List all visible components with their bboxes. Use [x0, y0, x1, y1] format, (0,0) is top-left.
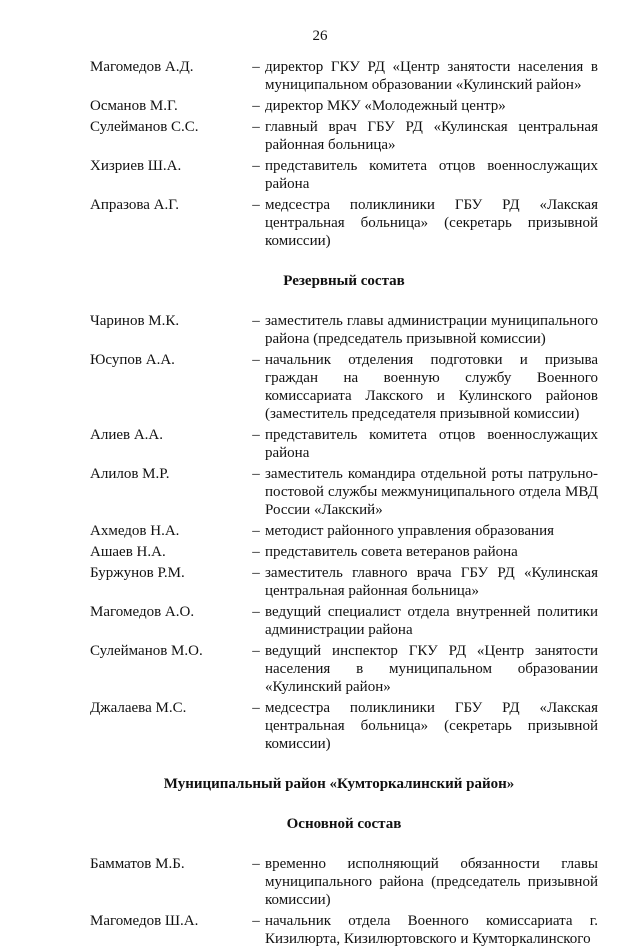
- member-name: Чаринов М.К.: [90, 313, 180, 329]
- member-row: [90, 118, 598, 154]
- member-dash: –: [252, 59, 260, 75]
- member-name: Буржунов Р.М.: [90, 565, 185, 581]
- member-row: [90, 465, 598, 519]
- member-row: [90, 351, 598, 423]
- member-role: представитель комитета отцов военнослужащих района: [265, 427, 598, 461]
- member-role: начальник отдела Военного комиссариата г. Кизилюрта, Кизилюртовского и Кумторкалинского: [265, 913, 598, 947]
- member-role: заместитель главы администрации муниципального района (председатель призывной комиссии): [265, 313, 598, 347]
- member-name: Апразова А.Г.: [90, 197, 179, 213]
- member-row: [90, 426, 598, 462]
- member-role: ведущий специалист отдела внутренней политики администрации района: [265, 604, 598, 638]
- member-dash: –: [252, 523, 260, 539]
- member-name: Юсупов А.А.: [90, 352, 175, 368]
- member-dash: –: [252, 544, 260, 560]
- member-role: заместитель командира отдельной роты патрульно-постовой службы межмуниципального отдела МВД России «Лакский»: [265, 466, 598, 518]
- member-row: [90, 912, 598, 948]
- member-dash: –: [252, 427, 260, 443]
- member-dash: –: [252, 466, 260, 482]
- member-name: Магомедов А.О.: [90, 604, 195, 620]
- member-role: главный врач ГБУ РД «Кулинская центральная районная больница»: [265, 119, 598, 153]
- member-name: Магомедов Ш.А.: [90, 913, 199, 929]
- member-row: [90, 603, 598, 639]
- member-role: представитель совета ветеранов района: [265, 544, 518, 560]
- member-name: Сулейманов С.С.: [90, 119, 199, 135]
- member-name: Ашаев Н.А.: [90, 544, 166, 560]
- member-list-kumtorkala-main: [90, 855, 598, 948]
- member-role: заместитель главного врача ГБУ РД «Кулинская центральная районная больница»: [265, 565, 598, 599]
- member-name: Ахмедов Н.А.: [90, 523, 180, 539]
- member-dash: –: [252, 700, 260, 716]
- member-dash: –: [252, 158, 260, 174]
- district-heading: Муниципальный район «Кумторкалинский район»: [163, 776, 515, 792]
- member-role: временно исполняющий обязанности главы муниципального района (председатель призывной комиссии): [265, 856, 598, 908]
- member-name: Алилов М.Р.: [90, 466, 170, 482]
- member-name: Сулейманов М.О.: [90, 643, 203, 659]
- member-dash: –: [252, 604, 260, 620]
- member-row: [90, 564, 598, 600]
- member-name: Хизриев Ш.А.: [90, 158, 182, 174]
- member-role: ведущий инспектор ГКУ РД «Центр занятости населения в муниципальном образовании «Кулинский район»: [265, 643, 598, 695]
- member-list-kulinsky-reserve: [90, 312, 598, 753]
- member-row: [90, 312, 598, 348]
- member-dash: –: [252, 565, 260, 581]
- member-row: [90, 58, 598, 94]
- page-number: 26: [312, 28, 328, 44]
- document-content: [90, 58, 598, 951]
- member-role: начальник отделения подготовки и призыва граждан на военную службу Военного комиссариата Лакского и Кулинского районов (заместитель председателя призывной комиссии): [265, 352, 598, 422]
- member-dash: –: [252, 197, 260, 213]
- member-role: представитель комитета отцов военнослужащих района: [265, 158, 598, 192]
- member-role: директор МКУ «Молодежный центр»: [265, 98, 506, 114]
- main-composition-heading: Основной состав: [286, 816, 402, 832]
- member-role: директор ГКУ РД «Центр занятости населения в муниципальном образовании «Кулинский район»: [265, 59, 598, 93]
- member-dash: –: [252, 119, 260, 135]
- member-dash: –: [252, 913, 260, 929]
- member-name: Джалаева М.С.: [90, 700, 187, 716]
- member-dash: –: [252, 856, 260, 872]
- member-row: [90, 97, 598, 115]
- member-row: [90, 196, 598, 250]
- member-role: методист районного управления образования: [265, 523, 555, 539]
- member-dash: –: [252, 313, 260, 329]
- member-name: Османов М.Г.: [90, 98, 178, 114]
- member-dash: –: [252, 98, 260, 114]
- member-row: [90, 157, 598, 193]
- member-name: Бамматов М.Б.: [90, 856, 185, 872]
- member-row: [90, 642, 598, 696]
- member-row: [90, 855, 598, 909]
- member-list-kulinsky-main: [90, 58, 598, 250]
- member-name: Алиев А.А.: [90, 427, 164, 443]
- member-dash: –: [252, 352, 260, 368]
- reserve-heading: Резервный состав: [283, 273, 405, 289]
- member-row: [90, 699, 598, 753]
- member-role: медсестра поликлиники ГБУ РД «Лакская центральная больница» (секретарь призывной комиссии): [265, 700, 598, 752]
- member-dash: –: [252, 643, 260, 659]
- member-name: Магомедов А.Д.: [90, 59, 194, 75]
- member-row: [90, 522, 598, 540]
- member-role: медсестра поликлиники ГБУ РД «Лакская центральная больница» (секретарь призывной комиссии): [265, 197, 598, 249]
- member-row: [90, 543, 598, 561]
